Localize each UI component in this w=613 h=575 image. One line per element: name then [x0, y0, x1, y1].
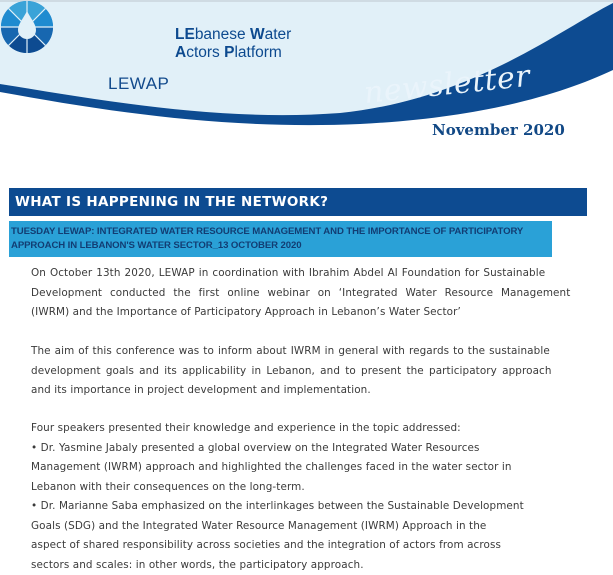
section-heading: WHAT IS HAPPENING IN THE NETWORK? [9, 189, 587, 216]
text-line: development goals and its applicability in Lebanon, and to present the participatory approach [31, 362, 583, 382]
organization-name [175, 26, 291, 61]
organization-name-line1: LEbanese Water [175, 26, 291, 44]
bullet-item: • Dr. Marianne Saba emphasized on the interlinkages between the Sustainable Development [31, 497, 583, 517]
article-heading-line2: APPROACH IN LEBANON'S WATER SECTOR_13 OCTOBER 2020 [11, 239, 552, 253]
organization-acronym: LEWAP [108, 74, 169, 94]
text-line: Lebanon with their consequences on the long-term. [31, 478, 583, 498]
paragraph-aim [31, 342, 583, 401]
lewap-water-drop-logo-icon [0, 0, 54, 54]
bullet-item: • Dr. Yasmine Jabaly presented a global overview on the Integrated Water Resources [31, 439, 583, 459]
text-line: The aim of this conference was to inform about IWRM in general with regards to the sustainable [31, 342, 583, 362]
organization-name-line2: Actors Platform [175, 44, 291, 62]
newsletter-header [0, 0, 613, 150]
article-heading-line1: TUESDAY LEWAP: INTEGRATED WATER RESOURCE MANAGEMENT AND THE IMPORTANCE OF PARTICIPATORY [11, 225, 552, 239]
text-line: aspect of shared responsibility across societies and the integration of actors from across [31, 536, 583, 556]
text-line: and its importance in project development and implementation. [31, 381, 583, 401]
newsletter-label: newsletter [362, 59, 531, 111]
text-line: Four speakers presented their knowledge and experience in the topic addressed: [31, 419, 583, 439]
issue-date: November 2020 [432, 121, 565, 139]
text-line: sectors and scales: in other words, the participatory approach. [31, 556, 583, 575]
paragraph-speakers [31, 419, 583, 575]
text-line: Management (IWRM) approach and highlighted the challenges faced in the water sector in [31, 458, 583, 478]
text-line: Development conducted the first online webinar on ‘Integrated Water Resource Management [31, 284, 583, 304]
text-line: (IWRM) and the Importance of Participatory Approach in Lebanon’s Water Sector’ [31, 303, 583, 323]
article-heading [9, 221, 552, 257]
paragraph-intro [31, 264, 583, 323]
text-line: On October 13th 2020, LEWAP in coordination with Ibrahim Abdel Al Foundation for Sustainable [31, 264, 583, 284]
text-line: Goals (SDG) and the Integrated Water Resource Management (IWRM) Approach in the [31, 517, 583, 537]
